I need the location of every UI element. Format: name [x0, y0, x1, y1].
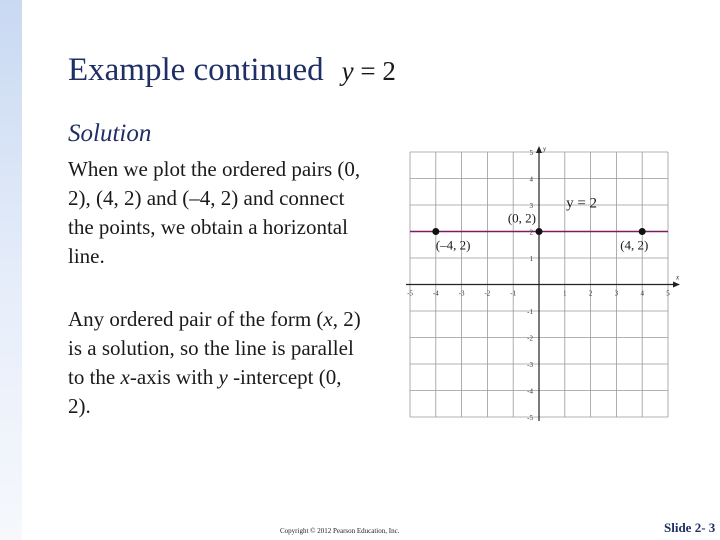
- x-tick-label: -1: [510, 289, 517, 298]
- slide-number: Slide 2- 3: [664, 520, 716, 535]
- solution-label: Solution: [68, 120, 152, 147]
- x-tick-label: 4: [640, 289, 644, 298]
- x-tick-label: 5: [666, 289, 670, 298]
- x-tick-label: 2: [588, 289, 593, 298]
- x-axis-label: x: [676, 273, 680, 282]
- y-tick-label: 3: [529, 202, 533, 210]
- y-axis-arrow: [536, 146, 542, 153]
- title-equation-rest: = 2: [353, 56, 396, 86]
- y-tick-label: -5: [527, 414, 533, 422]
- slide-title: [68, 52, 396, 89]
- x-tick-label: -3: [458, 289, 465, 298]
- title-equation-var: y: [341, 56, 354, 86]
- side-gradient-bar: [0, 0, 22, 540]
- data-point: [432, 228, 439, 235]
- point-label: (4, 2): [620, 237, 649, 253]
- p2-xaxis: x: [120, 365, 130, 389]
- x-tick-label: -2: [484, 289, 491, 298]
- y-tick-label: -2: [527, 334, 533, 343]
- x-tick-label: 1: [563, 289, 567, 298]
- p2-b: , 2) is a solution, so the line is parallel to the: [68, 307, 361, 389]
- paragraph-plot-description: When we plot the ordered pairs (0, 2), (4, 2) and (–4, 2) and connect the points, we obtain a horizontal line.: [68, 157, 361, 268]
- data-point: [536, 228, 543, 235]
- y-tick-label: -3: [527, 361, 533, 369]
- point-label: (0, 2): [507, 210, 536, 226]
- p2-x: x: [323, 307, 333, 331]
- y-tick-label: 1: [529, 255, 533, 263]
- y-tick-label: -4: [527, 387, 533, 396]
- y-tick-label: 4: [529, 175, 533, 184]
- y-tick-label: 5: [529, 149, 533, 157]
- footer-copyright: Copyright © 2012 Pearson Education, Inc.: [280, 527, 400, 535]
- p2-y: y: [218, 365, 228, 389]
- point-label: (–4, 2): [435, 237, 471, 253]
- coordinate-graph: [385, 145, 690, 440]
- x-tick-label: 3: [614, 289, 619, 298]
- p2-d: -intercept (0, 2).: [68, 365, 342, 418]
- y-tick-label: 2: [529, 228, 533, 237]
- x-tick-label: -4: [432, 289, 439, 298]
- x-axis-arrow: [673, 282, 680, 288]
- paragraph-conclusion: [68, 305, 368, 421]
- line-label: y = 2: [566, 195, 598, 212]
- x-tick-label: -5: [407, 289, 413, 298]
- p2-c: -axis with: [129, 365, 219, 389]
- title-text: Example continued: [68, 52, 324, 88]
- y-axis-label: y: [543, 145, 547, 153]
- title-equation: [342, 56, 396, 86]
- data-point: [639, 228, 646, 235]
- y-tick-label: -1: [527, 308, 533, 316]
- p2-a: Any ordered pair of the form (: [68, 307, 324, 331]
